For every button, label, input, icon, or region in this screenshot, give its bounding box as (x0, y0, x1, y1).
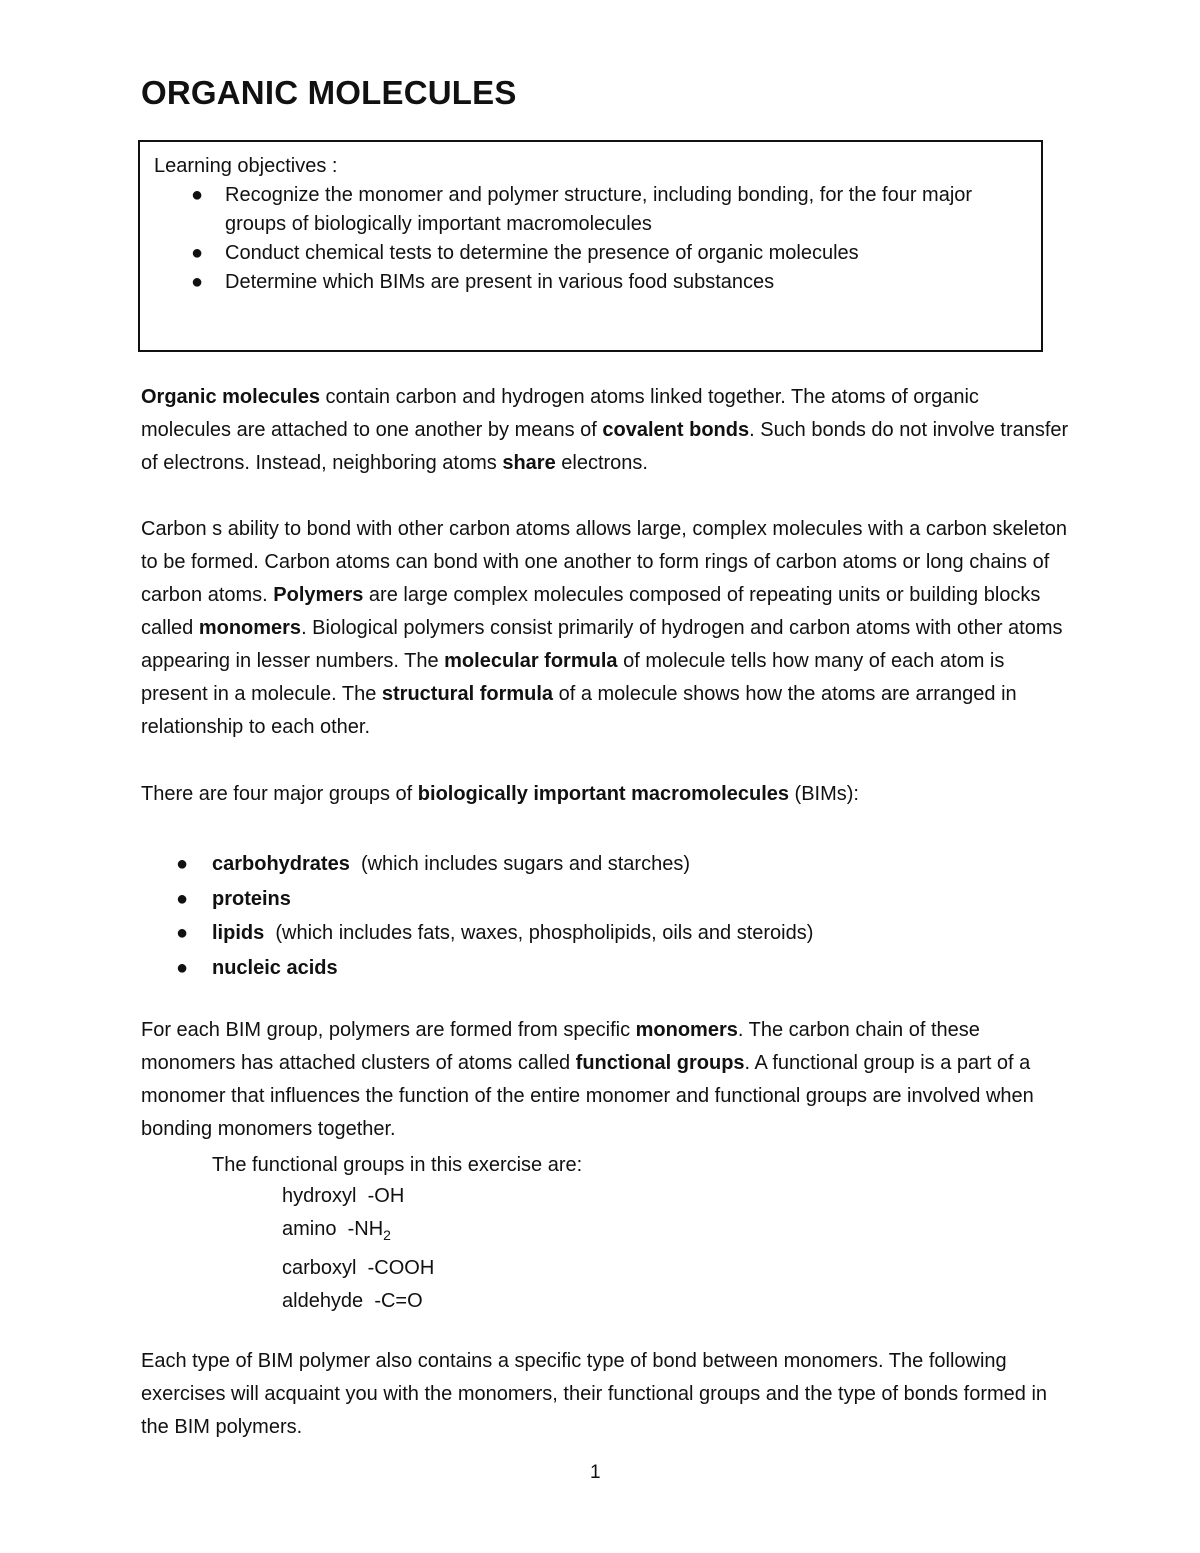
subscript: 2 (383, 1227, 391, 1243)
term-monomers: monomers (198, 617, 302, 639)
bim-name: proteins (212, 887, 291, 910)
term-share: share (502, 452, 556, 474)
objective-item (191, 181, 1027, 239)
paragraph-text: Carbon s ability to bond with other carbon atoms allows large, complex molecules with a carbon skeleton to be formed. Carbon atoms can bond with one another to form rings of carbon atoms or long chains of carbon atoms. (141, 518, 1068, 606)
objective-item (191, 268, 1027, 297)
bim-item (176, 847, 1112, 882)
bim-note: (which includes sugars and starches) (349, 853, 690, 875)
bim-name: nucleic acids (212, 956, 338, 979)
paragraph-text: contain carbon and hydrogen atoms linked together. The atoms of organic molecules are attached to one another by means of (141, 386, 979, 441)
objectives-list (154, 181, 1027, 297)
paragraph-text: There are four major groups of (141, 783, 418, 805)
learning-objectives-box (138, 140, 1043, 352)
functional-group-name: carboxyl (282, 1257, 357, 1279)
paragraph-four-groups (141, 778, 1071, 811)
term-molecular-formula: molecular formula (444, 650, 618, 672)
paragraph-text: . The carbon chain of these monomers has attached clusters of atoms called (141, 1019, 980, 1074)
paragraph-text: . Biological polymers consist primarily of hydrogen and carbon atoms with other atoms appearing in lesser numbers. The (141, 617, 1063, 672)
functional-group-formula: -OH (367, 1185, 405, 1207)
page-number: 1 (590, 1462, 601, 1483)
term-functional-groups: functional groups (575, 1052, 745, 1074)
bullet-icon: ● (191, 184, 204, 206)
paragraph-bonds: Each type of BIM polymer also contains a specific type of bond between monomers. The following exercises will acquaint you with the monomers, their functional groups and the type of bonds formed in the BIM polymers. (141, 1350, 1048, 1438)
objective-text: Determine which BIMs are present in various food substances (225, 271, 775, 293)
functional-group-formula: -C=O (374, 1290, 423, 1312)
functional-group-item (282, 1213, 434, 1252)
functional-group-item (282, 1285, 434, 1318)
term-structural-formula: structural formula (381, 683, 554, 705)
bim-list (141, 847, 1112, 985)
bullet-icon: ● (176, 922, 189, 944)
paragraph-text: . A functional group is a part of a monomer that influences the function of the entire monomer and functional groups are involved when bonding monomers together. (141, 1052, 1034, 1140)
term-polymers: Polymers (273, 584, 364, 606)
term-organic-molecules: Organic molecules (141, 386, 320, 408)
paragraph-text: electrons. (555, 452, 648, 474)
bullet-icon: ● (176, 956, 189, 979)
term-covalent-bonds: covalent bonds (602, 419, 750, 441)
functional-group-item (282, 1252, 434, 1285)
functional-group-item (282, 1180, 434, 1213)
functional-group-formula: -COOH (367, 1257, 435, 1279)
bim-note: (which includes fats, waxes, phospholipids, oils and steroids) (264, 922, 814, 944)
paragraph-carbon-skeleton (141, 513, 1071, 744)
bim-name: lipids (212, 922, 265, 944)
bullet-icon: ● (176, 853, 189, 875)
objective-text: Conduct chemical tests to determine the presence of organic molecules (225, 242, 859, 264)
objectives-heading: Learning objectives : (154, 155, 338, 177)
bim-item (176, 882, 1112, 917)
functional-group-name: hydroxyl (282, 1185, 357, 1207)
objective-text: Recognize the monomer and polymer structure, including bonding, for the four major groups of biologically important macromolecules (225, 184, 973, 235)
paragraph-functional-groups (141, 1014, 1071, 1146)
paragraph-text: of molecule tells how many of each atom is present in a molecule. The (141, 650, 1005, 705)
functional-groups-intro: The functional groups in this exercise are: (212, 1154, 583, 1176)
paragraph-organic-molecules (141, 381, 1071, 480)
bullet-icon: ● (176, 887, 189, 910)
paragraph-text: are large complex molecules composed of repeating units or building blocks called (141, 584, 1041, 639)
functional-group-formula: -NH (347, 1218, 384, 1240)
paragraph-text: (BIMs): (789, 783, 859, 805)
bim-item (176, 916, 1112, 951)
objective-item (191, 239, 1027, 268)
functional-group-name: aldehyde (282, 1290, 364, 1312)
bim-name: carbohydrates (212, 853, 350, 875)
term-monomers: monomers (635, 1019, 738, 1041)
functional-group-name: amino (282, 1218, 337, 1240)
bullet-icon: ● (191, 242, 204, 264)
bullet-icon: ● (191, 271, 204, 293)
paragraph-text: For each BIM group, polymers are formed from specific (141, 1019, 636, 1041)
term-bims: biologically important macromolecules (417, 783, 789, 805)
page-title: ORGANIC MOLECULES (141, 74, 517, 111)
paragraph-text: of a molecule shows how the atoms are arranged in relationship to each other. (141, 683, 1017, 738)
paragraph-text: . Such bonds do not involve transfer of electrons. Instead, neighboring atoms (141, 419, 1069, 474)
functional-groups-list (282, 1180, 434, 1318)
bim-item (176, 951, 1112, 986)
